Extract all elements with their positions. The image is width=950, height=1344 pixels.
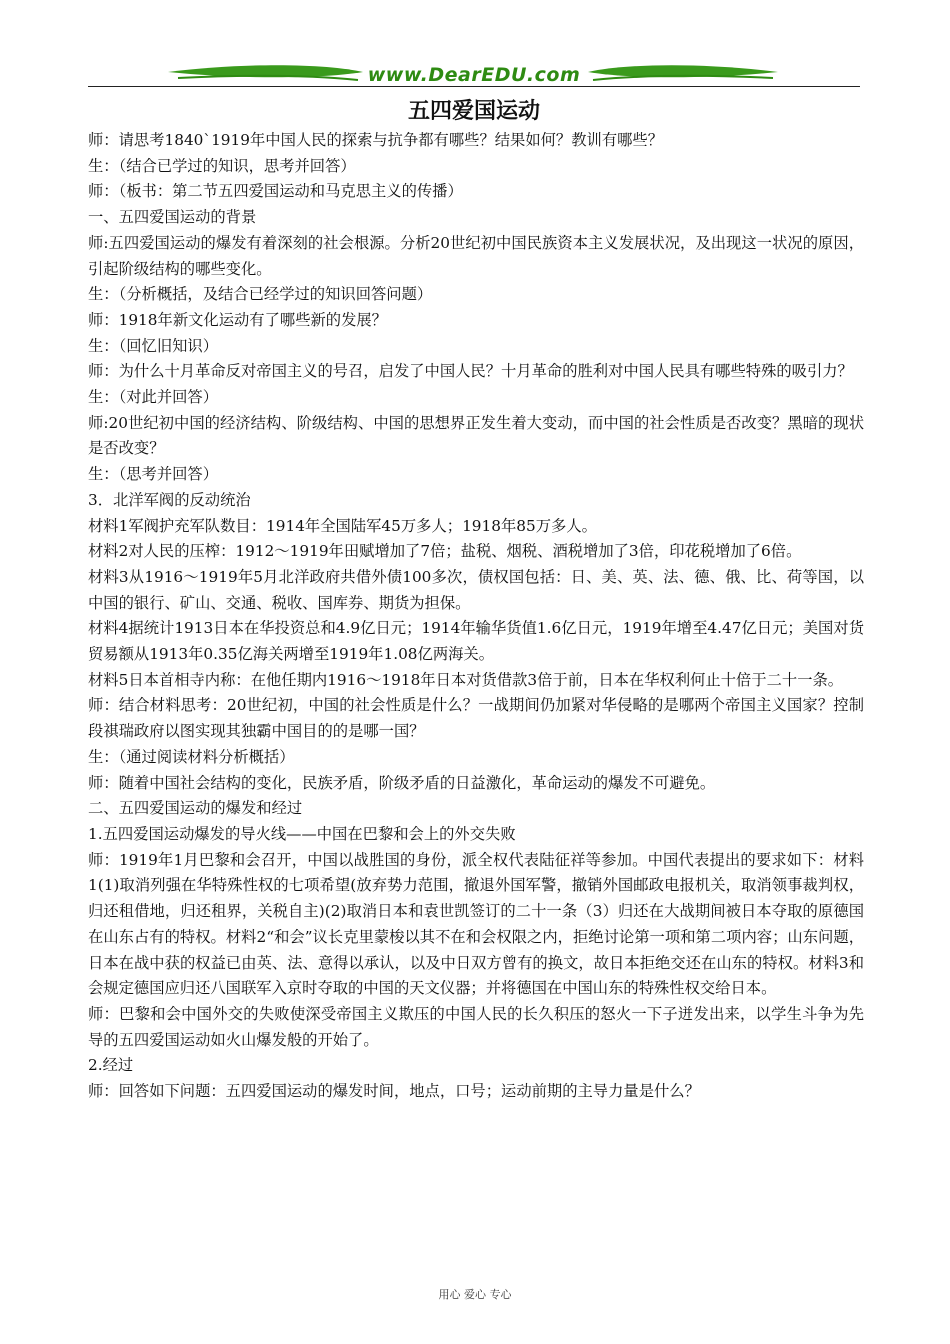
paragraph: 师：（板书：第二节五四爱国运动和马克思主义的传播）	[88, 182, 463, 201]
paragraph: 生：（结合已学过的知识，思考并回答）	[88, 156, 356, 175]
material-paragraph: 材料1军阀护充军队数目：1914年全国陆军45万多人；1918年85万多人。	[88, 516, 597, 535]
section-heading: 3．北洋军阀的反动统治	[88, 490, 251, 509]
page-footer: 用心 爱心 专心	[438, 1288, 512, 1301]
subsection-heading: 2.经过	[88, 1056, 134, 1075]
paragraph: 师：结合材料思考：20世纪初，中国的社会性质是什么？一战期间仍加紧对华侵略的是哪两个帝国主义国家？控制段祺瑞政府以图实现其独霸中国目的的是哪一国？	[88, 696, 864, 741]
page-title: 五四爱国运动	[407, 99, 540, 124]
material-paragraph: 材料5日本首相寺内称：在他任期内1916～1918年日本对货借款3倍于前，日本在华权利何止十倍于二十一条。	[88, 670, 844, 689]
material-paragraph: 材料4据统计1913日本在华投资总和4.9亿日元；1914年输华货值1.6亿日元，1919年增至4.47亿日元；美国对货贸易额从1913年0.35亿海关两增至1919年1.08亿两海关。	[88, 619, 864, 664]
site-banner	[88, 58, 860, 94]
paragraph: 生：（对此并回答）	[88, 388, 219, 407]
paragraph: 师:20世纪初中国的经济结构、阶级结构、中国的思想界正发生着大变动，而中国的社会性质是否改变？黑暗的现状是否改变？	[88, 413, 864, 458]
paragraph: 生：（通过阅读材料分析概括）	[88, 747, 295, 766]
material-paragraph: 材料3从1916～1919年5月北洋政府共借外债100多次，债权国包括：日、美、英、法、德、俄、比、荷等国，以中国的银行、矿山、交通、税收、国库券、期货为担保。	[88, 567, 864, 612]
paragraph: 师：为什么十月革命反对帝国主义的号召，启发了中国人民？十月革命的胜利对中国人民具有哪些特殊的吸引力？	[88, 362, 853, 381]
header-divider	[88, 86, 860, 87]
paragraph: 师：请思考1840`1919年中国人民的探索与抗争都有哪些？结果如何？教训有哪些？	[88, 131, 664, 149]
material-paragraph: 材料2对人民的压榨：1912～1919年田赋增加了7倍；盐税、烟税、酒税增加了3倍，印花税增加了6倍。	[88, 542, 802, 561]
paragraph: 生：（分析概括，及结合已经学过的知识回答问题）	[88, 285, 433, 304]
paragraph: 师：1918年新文化运动有了哪些新的发展？	[88, 310, 387, 329]
paragraph: 师：巴黎和会中国外交的失败使深受帝国主义欺压的中国人民的长久积压的怒火一下子迸发出来，以学生斗争为先导的五四爱国运动如火山爆发般的开始了。	[88, 1004, 864, 1049]
section-heading: 二、五四爱国运动的爆发和经过	[88, 799, 303, 818]
paragraph: 师：随着中国社会结构的变化，民族矛盾，阶级矛盾的日益激化，革命运动的爆发不可避免。	[88, 773, 716, 792]
subsection-heading: 1.五四爱国运动爆发的导火线——中国在巴黎和会上的外交失败	[88, 824, 516, 843]
document-body	[88, 128, 864, 1105]
section-heading: 一、五四爱国运动的背景	[88, 208, 257, 227]
site-logo-text: www.DearEDU.com	[367, 64, 581, 86]
paragraph: 师：1919年1月巴黎和会召开，中国以战胜国的身份，派全权代表陆征祥等参加。中国代表提出的要求如下：材料1(1)取消列强在华特殊性权的七项希望(放弃势力范围，撤退外国军警，撤销外国邮政电报机关，取消领事裁判权，归还租借地，归还租界，关税自主)(2)取消日本和袁世凯签订的二十一条（3）归还在大战期间被日本夺取的原德国在山东占有的特权。材料2“和会”议长克里蒙梭以其不在和会权限之内，拒绝讨论第一项和第二项内容；山东问题，日本在战中获的权益已由英、法、意得以承认，以及中日双方曾有的换文，故日本拒绝交还在山东的特权。材料3和会规定德国应归还八国联军入京时夺取的中国的天文仪器；并将德国在中国山东的特殊性权交给日本。	[88, 850, 864, 998]
paragraph: 生：（回忆旧知识）	[88, 336, 219, 355]
paragraph: 师:五四爱国运动的爆发有着深刻的社会根源。分析20世纪初中国民族资本主义发展状况，及出现这一状况的原因，引起阶级结构的哪些变化。	[88, 233, 864, 278]
paragraph: 师：回答如下问题：五四爱国运动的爆发时间，地点，口号；运动前期的主导力量是什么？	[88, 1082, 700, 1101]
paragraph: 生：（思考并回答）	[88, 465, 219, 484]
